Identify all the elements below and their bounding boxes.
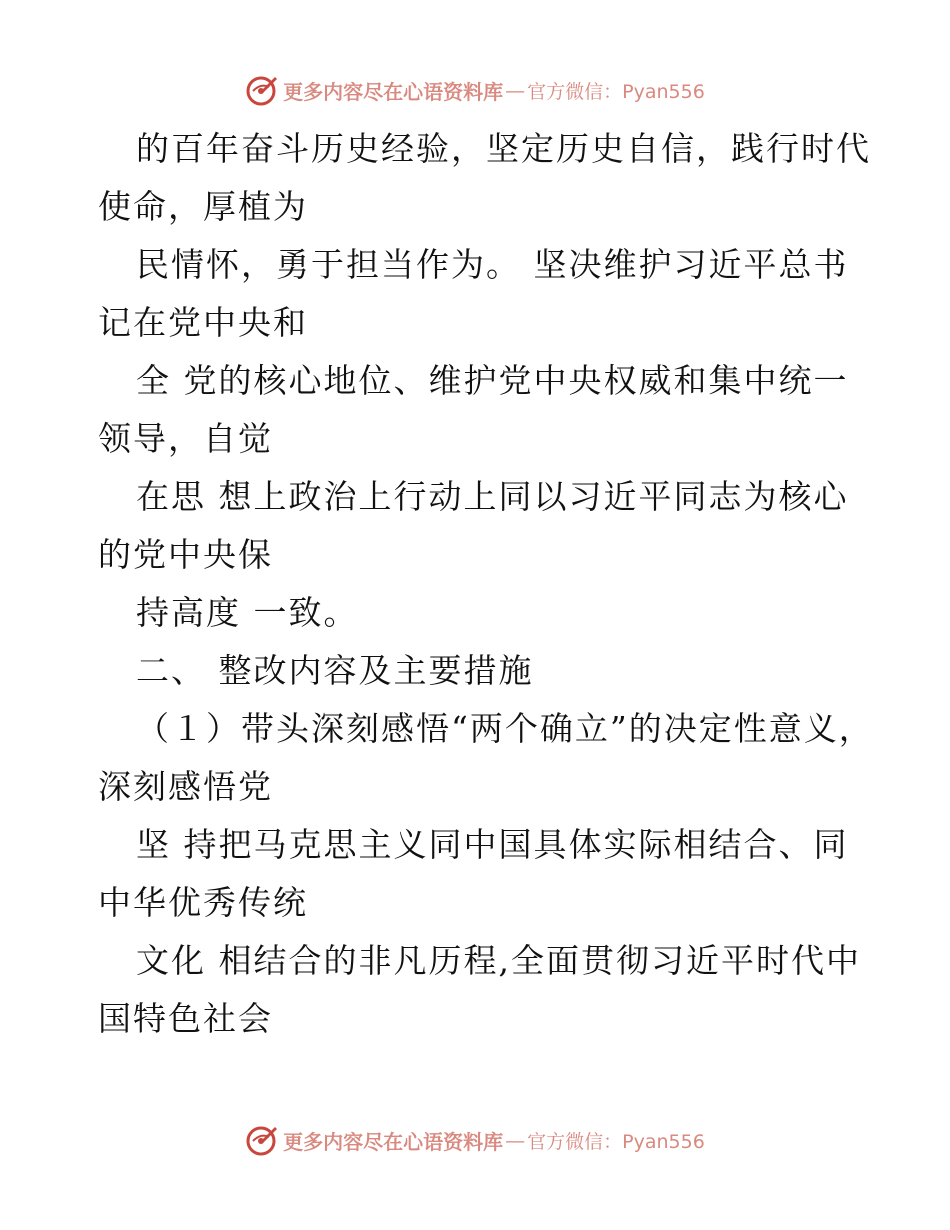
banner-wechat: 官方微信：Pyan556: [527, 1130, 705, 1153]
quill-pen-logo-icon: [245, 73, 279, 107]
banner-wechat: 官方微信：Pyan556: [527, 80, 705, 103]
document-body: [98, 120, 874, 1048]
body-line: 记在党中央和: [98, 303, 308, 342]
body-line: 中华优秀传统: [98, 883, 308, 922]
footer-banner: [0, 1120, 950, 1160]
body-line: 坚 持把马克思主义同中国具体实际相结合、同: [136, 825, 849, 864]
body-line: （１）带头深刻感悟“两个确立”的决定性意义，: [136, 709, 874, 748]
body-line: 使命，厚植为: [98, 187, 308, 226]
body-line: 持高度 一致。: [136, 593, 359, 632]
banner-separator: —: [505, 78, 526, 102]
body-line: 深刻感悟党: [98, 767, 273, 806]
quill-pen-logo-icon: [245, 1123, 279, 1157]
banner-title: 更多内容尽在心语资料库: [283, 79, 504, 104]
body-line: 国特色社会: [98, 999, 273, 1038]
body-line: 民情怀，勇于担当作为。 坚决维护习近平总书: [136, 245, 849, 284]
body-line: 文化 相结合的非凡历程,全面贯彻习近平时代中: [136, 941, 861, 980]
banner-separator: —: [505, 1128, 526, 1152]
body-line: 领导，自觉: [98, 419, 273, 458]
banner-title: 更多内容尽在心语资料库: [283, 1129, 504, 1154]
body-line: 的党中央保: [98, 535, 273, 574]
body-line: 二、 整改内容及主要措施: [136, 651, 534, 690]
body-line: 的百年奋斗历史经验，坚定历史自信，践行时代: [136, 129, 871, 168]
header-banner: [0, 70, 950, 110]
body-line: 全 党的核心地位、维护党中央权威和集中统一: [136, 361, 849, 400]
body-line: 在思 想上政治上行动上同以习近平同志为核心: [136, 477, 849, 516]
